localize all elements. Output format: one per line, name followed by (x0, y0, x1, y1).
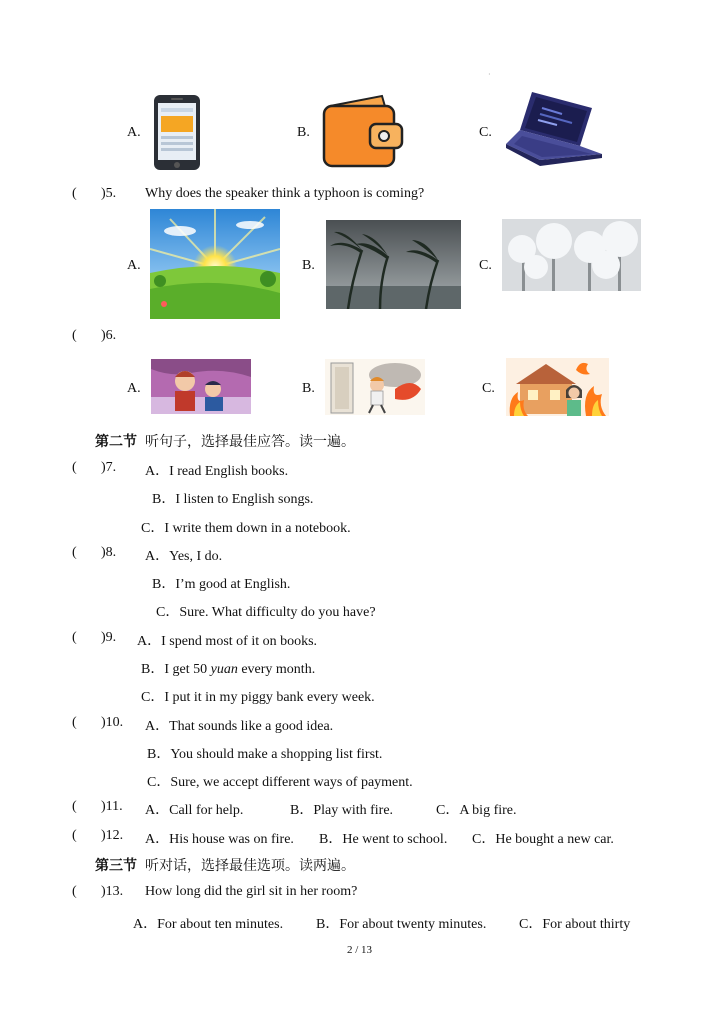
q5-option-a-label: A. (127, 258, 141, 273)
q6-option-c-label: C. (482, 381, 495, 396)
q12-open-paren: ( (72, 828, 77, 843)
q10-option-c: C．Sure, we accept different ways of payment. (147, 775, 413, 790)
q12-option-b: B．He went to school. (319, 832, 448, 847)
q7-option-b: B．I listen to English songs. (152, 492, 314, 507)
q11-option-b: B．Play with fire. (290, 803, 394, 818)
q8-option-a: A．Yes, I do. (145, 549, 223, 564)
wallet-icon (320, 92, 405, 170)
section-3-instruction: 听对话，选择最佳选项。读两遍。 (145, 859, 355, 874)
q10-open-paren: ( (72, 715, 77, 730)
sunny-meadow-picture (150, 209, 280, 319)
q13-open-paren: ( (72, 884, 77, 899)
q13-question-text: How long did the girl sit in her room? (145, 884, 358, 899)
snowy-trees-picture (502, 219, 641, 309)
q8-open-paren: ( (72, 545, 77, 560)
q6-option-a-label: A. (127, 381, 141, 396)
q9-option-b: B．I get 50 yuan every month. (141, 662, 316, 677)
q7-number: )7. (101, 460, 117, 475)
q10-number: )10. (101, 715, 124, 730)
q9-number: )9. (101, 630, 117, 645)
q5-number: )5. (101, 186, 117, 201)
q12-option-a: A．His house was on fire. (145, 832, 294, 847)
q6-number: )6. (101, 328, 117, 343)
q9-open-paren: ( (72, 630, 77, 645)
q10-option-a: A．That sounds like a good idea. (145, 719, 334, 734)
q12-number: )12. (101, 828, 124, 843)
q7-option-c: C．I write them down in a notebook. (141, 521, 351, 536)
q5-question-text: Why does the speaker think a typhoon is coming? (145, 186, 425, 201)
q11-option-a: A．Call for help. (145, 803, 244, 818)
q6-open-paren: ( (72, 328, 77, 343)
q4-option-b-label: B. (297, 125, 310, 140)
q8-number: )8. (101, 545, 117, 560)
section-2-title: 第二节 (95, 435, 137, 450)
frightened-kids-picture (151, 359, 251, 414)
laptop-icon (502, 88, 607, 178)
section-3-title: 第三节 (95, 859, 137, 874)
q7-option-a: A．I read English books. (145, 464, 289, 479)
girl-fleeing-fire-picture (325, 359, 425, 415)
q10-option-b: B．You should make a shopping list first. (147, 747, 383, 762)
q9-option-a: A．I spend most of it on books. (137, 634, 318, 649)
page-speck: · (488, 70, 491, 79)
girl-burning-house-picture (506, 358, 609, 416)
q11-option-c: C．A big fire. (436, 803, 517, 818)
q8-option-b: B．I’m good at English. (152, 577, 291, 592)
q5-open-paren: ( (72, 186, 77, 201)
q6-option-b-label: B. (302, 381, 315, 396)
q13-number: )13. (101, 884, 124, 899)
q4-option-a-label: A. (127, 125, 141, 140)
q9-option-c: C．I put it in my piggy bank every week. (141, 690, 375, 705)
q4-option-c-label: C. (479, 125, 492, 140)
smartphone-icon (153, 94, 201, 171)
q7-open-paren: ( (72, 460, 77, 475)
storm-palm-trees-picture (326, 220, 461, 309)
q13-option-b: B．For about twenty minutes. (316, 917, 487, 932)
q9-option-b-currency: yuan (210, 662, 238, 677)
page-number: 2 / 13 (347, 944, 373, 956)
q11-open-paren: ( (72, 799, 77, 814)
q11-number: )11. (101, 799, 123, 814)
q12-option-c: C．He bought a new car. (472, 832, 614, 847)
q13-option-a: A．For about ten minutes. (133, 917, 284, 932)
section-2-instruction: 听句子，选择最佳应答。读一遍。 (145, 435, 355, 450)
q5-option-c-label: C. (479, 258, 492, 273)
q13-option-c: C．For about thirty (519, 917, 631, 932)
q5-option-b-label: B. (302, 258, 315, 273)
q8-option-c: C．Sure. What difficulty do you have? (156, 605, 376, 620)
